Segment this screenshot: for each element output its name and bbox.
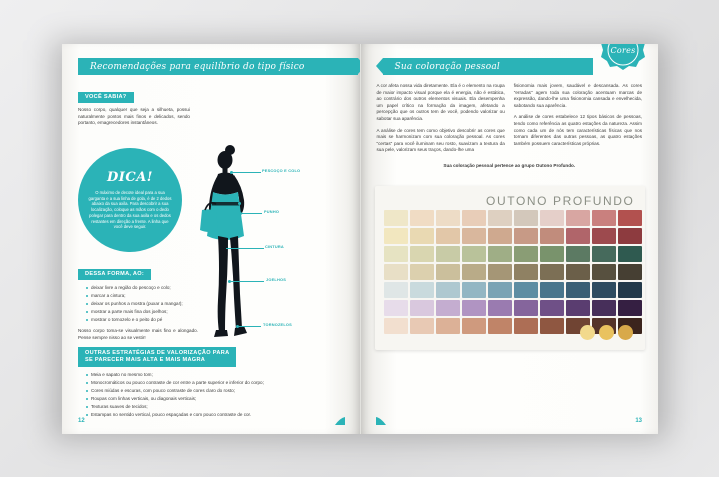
list-item: Monocromáticos ou pouco contraste de cor entre a parte superior e inferior do corpo;	[86, 379, 333, 386]
color-swatch	[514, 246, 538, 262]
right-page-header: Sua coloração pessoal	[383, 58, 593, 75]
color-swatch	[384, 264, 408, 280]
color-swatch	[410, 300, 434, 316]
palette-caption: Sua coloração pessoal pertence ao grupo Outono Profundo.	[443, 162, 576, 168]
list-item: deixar livre a região do pescoço e colo;	[86, 284, 198, 291]
color-swatch	[436, 264, 460, 280]
color-swatch	[410, 282, 434, 298]
color-swatch	[488, 210, 512, 226]
color-swatch	[462, 282, 486, 298]
color-swatch	[488, 300, 512, 316]
callout-label-punho: PUNHO	[264, 209, 280, 214]
color-swatch	[618, 210, 642, 226]
color-swatch	[618, 228, 642, 244]
color-swatch	[618, 300, 642, 316]
callout-leader-pescoco	[233, 172, 261, 173]
callout-leader-punho	[242, 213, 262, 214]
color-swatch	[540, 246, 564, 262]
color-swatch	[540, 318, 564, 334]
callout-leader-joelhos	[231, 281, 264, 282]
color-swatch	[592, 282, 616, 298]
palette-title: OUTONO PROFUNDO	[486, 194, 635, 208]
callout-leader-tornozelos	[239, 326, 261, 327]
left-page-header: Recomendações para equilíbrio do tipo físico	[78, 58, 358, 75]
color-swatch	[384, 228, 408, 244]
list-item: Meia e sapato no mesmo tom;	[86, 371, 333, 378]
color-swatch	[566, 300, 590, 316]
list-item: mostrar a parte mais fina dos joelhos;	[86, 308, 198, 315]
color-swatch	[410, 264, 434, 280]
accent-color-swatch	[618, 325, 633, 340]
color-swatch	[410, 318, 434, 334]
paragraph: A cor afeta nossa vida diretamente. Ela é o elemento na roupa de maior impacto visual porque ela é energia, não é estática, ao contrário dos outros elementos visuais. Ela desempenha um papel crítico na formação da imagem, afetando a percepção que os outros tem de você, podendo valorizar ou sabotar sua aparência.	[376, 83, 505, 121]
color-swatch	[514, 264, 538, 280]
right-page-number: 13	[635, 418, 642, 424]
color-swatch	[384, 246, 408, 262]
dessa-forma-label: DESSA FORMA, AO:	[78, 269, 151, 280]
color-swatch	[410, 210, 434, 226]
color-swatch	[618, 246, 642, 262]
outras-estrategias-list	[78, 371, 333, 418]
callout-label-pescoco-e-colo: PESCOÇO E COLO	[262, 168, 301, 173]
paragraph: fisionomia mais jovem, saudável e descansada. As cores "erradas" agem toda sua coloração acentuam marcas de expressão, dando-lhe uma fisionomia cansada e envelhecida, sabotando sua aparência.	[513, 83, 642, 108]
list-item: Cores miúdas e escuras, com pouco contraste de cores claro do rosto;	[86, 387, 333, 394]
callout-label-tornozelos: TORNOZELOS	[263, 322, 292, 327]
dica-circle	[78, 148, 182, 252]
color-swatch	[566, 282, 590, 298]
paragraph: A análise de cores tem como objetivo descobrir as cores que mais se harmonizam com sua coloração pessoal. As cores "certas" para você iluminam seu rosto, suavizam a textura da sua pele, valorizam seus traços, dando-lhe uma	[376, 127, 505, 153]
callout-leader-cintura	[226, 248, 264, 249]
color-swatch	[462, 210, 486, 226]
color-swatch	[540, 228, 564, 244]
color-swatch	[592, 264, 616, 280]
color-swatch	[566, 264, 590, 280]
color-swatch	[488, 246, 512, 262]
color-swatch	[592, 210, 616, 226]
voce-sabia-text: Nosso corpo, qualquer que seja a silhueta, possui naturalmente pontos mais finos e delicados, sendo portanto, emagrecedores instantâneos.	[78, 107, 190, 126]
accent-color-swatch	[580, 325, 595, 340]
color-swatch	[514, 210, 538, 226]
color-swatch	[618, 282, 642, 298]
list-item: Roupas com linhas verticais, ou diagonais verticais;	[86, 395, 333, 402]
color-swatch	[540, 300, 564, 316]
color-swatch	[540, 210, 564, 226]
color-palette-card	[375, 186, 645, 350]
accent-color-swatch	[599, 325, 614, 340]
list-item: mostrar o tornozelo e o peito do pé	[86, 316, 198, 323]
woman-silhouette-illustration	[178, 140, 301, 360]
list-item: Estampas no sentido vertical, pouco espaçadas e com pouco contraste de cor.	[86, 411, 333, 418]
callout-label-joelhos: JOELHOS	[266, 277, 286, 282]
color-swatch	[592, 246, 616, 262]
color-swatch	[488, 228, 512, 244]
dica-text: O máximo de decote ideal para a sua garganta e a sua linha de gola, é de 2 dedos abaixo da sua axila. Para descobrir a sua localização, coloque as mãos com o dedo polegar para dentro da sua axila e os dedos restantes em direção a frente. A linha que você deve seguir.	[88, 189, 172, 230]
voce-sabia-block	[78, 85, 190, 127]
color-swatch	[514, 318, 538, 334]
left-page	[62, 44, 361, 434]
color-swatch	[436, 228, 460, 244]
right-page-text-columns	[377, 83, 643, 154]
color-swatch	[462, 318, 486, 334]
voce-sabia-label: VOCÊ SABIA?	[78, 92, 134, 103]
outras-estrategias-label: OUTRAS ESTRATÉGIAS DE VALORIZAÇÃO PARA SE PARECER MAIS ALTA E MAIS MAGRA	[78, 347, 236, 367]
color-swatch	[566, 210, 590, 226]
color-swatch	[540, 282, 564, 298]
callout-label-cintura: CINTURA	[265, 244, 284, 249]
color-swatch	[384, 210, 408, 226]
color-swatch	[436, 300, 460, 316]
color-swatch	[436, 210, 460, 226]
color-swatch	[462, 246, 486, 262]
color-swatch	[592, 228, 616, 244]
color-swatch	[592, 300, 616, 316]
color-swatch	[436, 246, 460, 262]
color-swatch	[488, 264, 512, 280]
color-swatch	[410, 228, 434, 244]
cores-seal-badge	[598, 44, 648, 78]
list-item: deixar os punhos a mostra (puxar a manga!);	[86, 300, 198, 307]
color-swatch	[488, 282, 512, 298]
color-swatch	[514, 300, 538, 316]
left-page-corner-ornament	[334, 414, 346, 426]
color-swatch	[436, 318, 460, 334]
dica-title: DICA!	[107, 169, 153, 185]
list-item: Texturas suaves de tecidos;	[86, 403, 333, 410]
color-swatch	[384, 318, 408, 334]
text-column-left	[377, 83, 505, 154]
left-page-number: 12	[78, 418, 85, 424]
color-swatch	[566, 228, 590, 244]
right-page	[361, 44, 659, 434]
color-swatch	[384, 282, 408, 298]
color-swatch	[462, 228, 486, 244]
color-swatch	[436, 282, 460, 298]
color-swatch	[410, 246, 434, 262]
callout-dot-cintura	[238, 202, 241, 205]
color-swatch	[514, 228, 538, 244]
palette-accent-swatches	[580, 325, 633, 340]
color-swatch	[462, 300, 486, 316]
paragraph: A análise de cores estabelece 12 tipos básicos de pessoas, tendo como referência as quatro estações da natureza. Assim como cada um de nós tem características físicas que nos tornam diferentes das outras pessoas, as quatro estações também possuem características próprias.	[513, 114, 642, 146]
list-item: marcar a cintura;	[86, 292, 198, 299]
seal-label: Cores	[610, 45, 636, 55]
right-page-corner-ornament	[375, 414, 387, 426]
color-swatch	[618, 264, 642, 280]
color-swatch	[384, 300, 408, 316]
dessa-forma-note: Nosso corpo toma-se visualmente mais fino e alongado. Pense sempre nisso ao se vestir!	[78, 328, 198, 340]
color-swatch	[566, 246, 590, 262]
palette-swatch-grid	[384, 210, 642, 334]
color-swatch	[540, 264, 564, 280]
text-column-right	[514, 83, 642, 154]
open-book	[62, 44, 658, 434]
color-swatch	[462, 264, 486, 280]
color-swatch	[514, 282, 538, 298]
color-swatch	[488, 318, 512, 334]
